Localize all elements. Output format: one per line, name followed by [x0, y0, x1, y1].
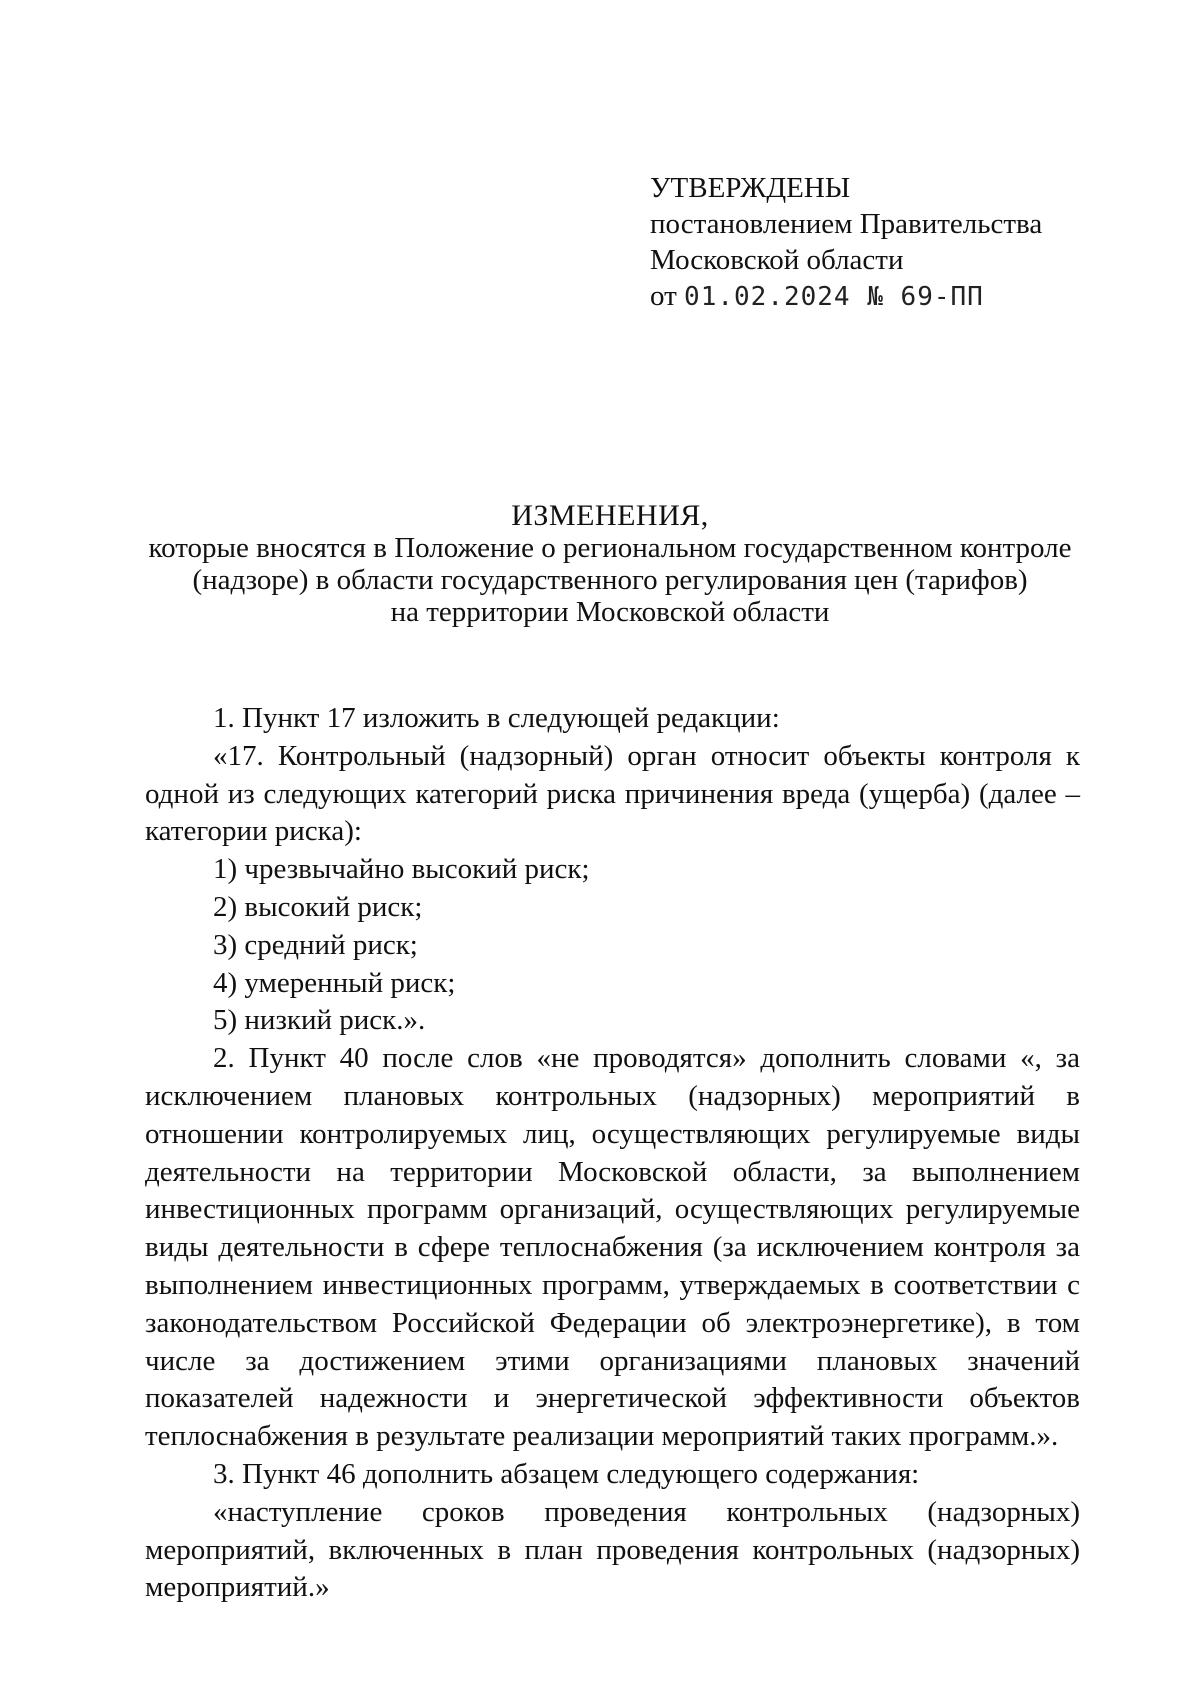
document-title: ИЗМЕНЕНИЯ,: [511, 499, 709, 532]
document-title-block: [130, 500, 1090, 628]
approval-stamp-block: [650, 170, 1042, 315]
approval-date-line: [650, 278, 1042, 315]
list-item: 4) умеренный риск;: [213, 966, 456, 999]
paragraph-2: «17. Контрольный (надзорный) орган относит объекты контроля к одной из следующих категорий риска причинения вреда (ущерба) (далее – категории риска):: [145, 739, 1080, 848]
paragraph-4: 3. Пункт 46 дополнить абзацем следующего содержания:: [213, 1457, 920, 1490]
document-subtitle-line-3: на территории Московской области: [390, 596, 830, 628]
document-body: [145, 700, 1080, 1607]
approval-line-1: постановлением Правительства: [650, 208, 1043, 240]
list-item: 3) средний риск;: [213, 928, 418, 961]
document-subtitle-line-1: которые вносятся в Положение о региональном государственном контроле: [148, 532, 1072, 564]
approval-date-number: 01.02.2024 № 69-ПП: [684, 282, 984, 312]
document-subtitle-line-2: (надзоре) в области государственного регулирования цен (тарифов): [192, 564, 1028, 596]
paragraph-3: 2. Пункт 40 после слов «не проводятся» дополнить словами «, за исключением плановых контрольных (надзорных) мероприятий в отношении контролируемых лиц, осуществляющих регулируемые виды деятельности на территории Московской области, за выполнением инвестиционных программ организаций, осуществляющих регулируемые виды деятельности в сфере теплоснабжения (за исключением контроля за выполнением инвестиционных программ, утверждаемых в соответствии с законодательством Российской Федерации об электроэнергетике), в том числе за достижением этими организациями плановых значений показателей надежности и энергетической эффективности объектов теплоснабжения в результате реализации мероприятий таких программ.».: [145, 1042, 1080, 1453]
approval-heading: УТВЕРЖДЕНЫ: [650, 172, 851, 204]
approval-line-2: Московской области: [650, 244, 904, 276]
list-item: 2) высокий риск;: [213, 890, 423, 923]
paragraph-1: 1. Пункт 17 изложить в следующей редакции:: [213, 702, 780, 734]
list-item: 5) низкий риск.».: [213, 1004, 426, 1037]
list-item: 1) чрезвычайно высокий риск;: [213, 853, 590, 886]
approval-date-prefix: от: [650, 280, 677, 312]
paragraph-5: «наступление сроков проведения контрольных (надзорных) мероприятий, включенных в план проведения контрольных (надзорных) мероприятий.»: [145, 1495, 1080, 1604]
